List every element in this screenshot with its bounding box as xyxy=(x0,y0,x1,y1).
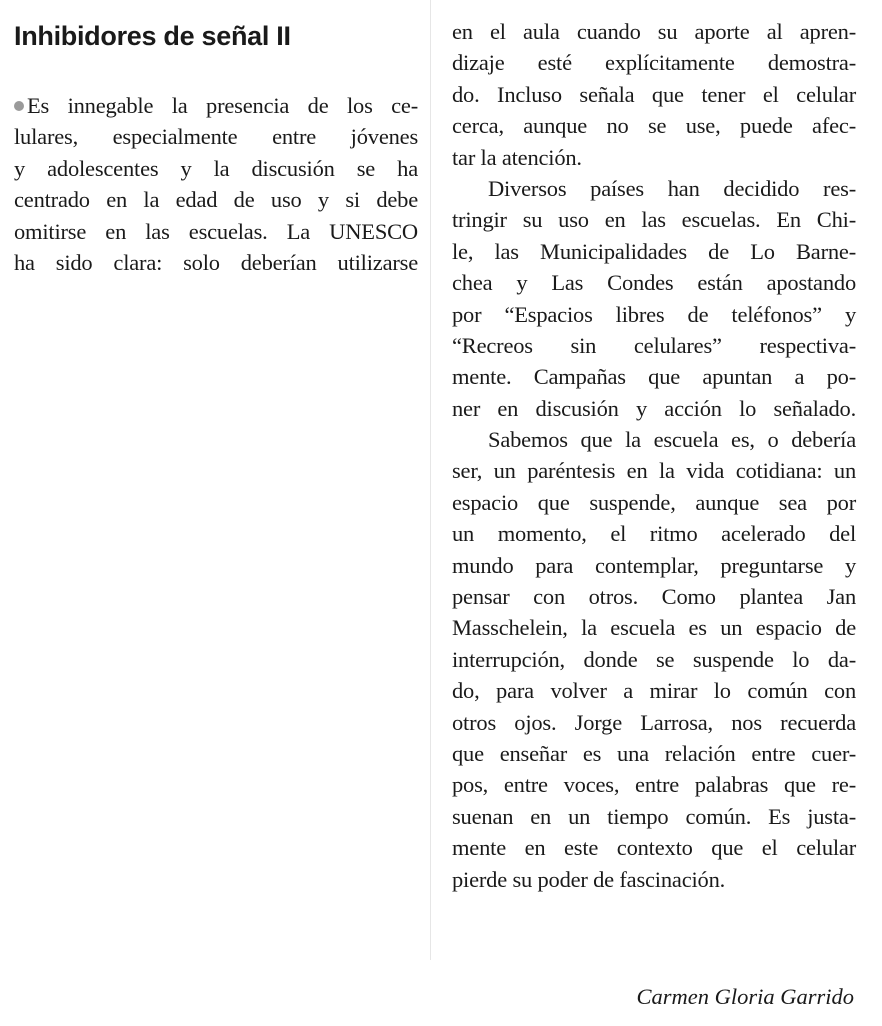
text-line: do, para volver a mirar lo común con xyxy=(452,678,856,704)
text-line: por “Espacios libres de teléfonos” y xyxy=(452,301,856,327)
text-line: Diversos países han decidido res- xyxy=(488,175,856,201)
text-line: Sabemos que la escuela es, o debería xyxy=(488,427,856,453)
text-line: suenan en un tiempo común. Es justa- xyxy=(452,803,856,829)
text-line: mente en este contexto que el celular xyxy=(452,835,856,861)
text-line: ha sido clara: solo deberían utilizarse xyxy=(14,249,418,275)
right-column xyxy=(452,16,856,895)
text-line: ner en discusión y acción lo señalado. xyxy=(452,395,856,421)
text-line: cerca, aunque no se use, puede afec- xyxy=(452,113,856,139)
text-line: pierde su poder de fascinación. xyxy=(452,866,726,892)
text-line: tringir su uso en las escuelas. En Chi- xyxy=(452,207,856,233)
text-line: un momento, el ritmo acelerado del xyxy=(452,521,856,547)
text-line: espacio que suspende, aunque sea por xyxy=(452,489,856,515)
text-line: dizaje esté explícitamente demostra- xyxy=(452,50,856,76)
text-line: chea y Las Condes están apostando xyxy=(452,270,856,296)
author-signature: Carmen Gloria Garrido xyxy=(636,984,854,1009)
text-line: pos, entre voces, entre palabras que re- xyxy=(452,772,856,798)
text-line: y adolescentes y la discusión se ha xyxy=(14,155,418,181)
text-line: lulares, especialmente entre jóvenes xyxy=(14,124,418,150)
column-divider xyxy=(430,0,431,960)
left-column xyxy=(14,90,418,278)
text-line-content: Es innegable la presencia de los ce- xyxy=(27,93,418,118)
text-line: en el aula cuando su aporte al apren- xyxy=(452,19,856,44)
text-line: mundo para contemplar, preguntarse y xyxy=(452,552,856,578)
text-line: mente. Campañas que apuntan a po- xyxy=(452,364,856,390)
text-line: interrupción, donde se suspende lo da- xyxy=(452,646,856,672)
text-line: pensar con otros. Como plantea Jan xyxy=(452,584,856,610)
text-line: le, las Municipalidades de Lo Barne- xyxy=(452,238,856,264)
text-line: omitirse en las escuelas. La UNESCO xyxy=(14,218,418,244)
text-line: “Recreos sin celulares” respectiva- xyxy=(452,332,856,358)
text-line: Masschelein, la escuela es un espacio de xyxy=(452,615,856,641)
text-line: ser, un paréntesis en la vida cotidiana: un xyxy=(452,458,856,484)
bullet-icon xyxy=(14,101,24,111)
article-headline: Inhibidores de señal II xyxy=(14,21,291,51)
text-line: que enseñar es una relación entre cuer- xyxy=(452,740,856,766)
text-line: do. Incluso señala que tener el celular xyxy=(452,81,856,107)
text-line: tar la atención. xyxy=(452,144,582,170)
text-line xyxy=(14,90,418,121)
text-line: centrado en la edad de uso y si debe xyxy=(14,187,418,213)
text-line: otros ojos. Jorge Larrosa, nos recuerda xyxy=(452,709,856,735)
